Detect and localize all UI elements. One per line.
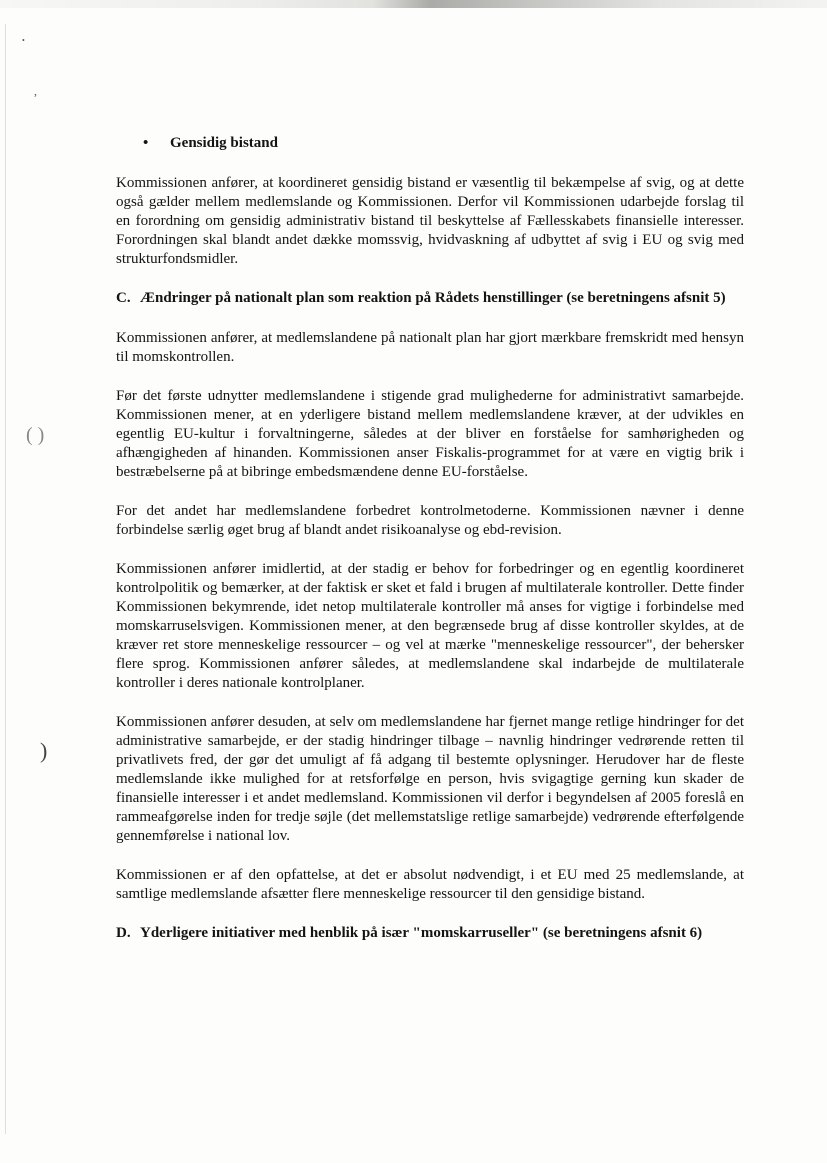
paragraph-c-1: Kommissionen anfører, at medlemslandene på nationalt plan har gjort mærkbare fremskridt med hensyn til momskontrollen. (116, 330, 744, 365)
section-heading-d (116, 924, 744, 943)
bullet-dot: • (143, 135, 149, 151)
section-title-d: Yderligere initiativer med henblik på især "momskarruseller" (se beretningens afsnit 6) (140, 925, 703, 941)
bullet-heading-text: Gensidig bistand (170, 135, 278, 151)
scan-left-edge (5, 24, 6, 1134)
paragraph-gensidig-bistand: Kommissionen anfører, at koordineret gensidig bistand er væsentlig til bekæmpelse af svig, og at dette også gælder mellem medlemslande og Kommissionen. Derfor vil Kommissionen udarbejde forslag til en forordning om gensidig administrativ bistand til beskyttelse af Fællesskabets finansielle interesser. Forordningen skal blandt andet dække momssvig, hvidvaskning af udbyttet af svig i EU og svig med strukturfondsmidler. (116, 175, 744, 267)
paragraph-c-3: For det andet har medlemslandene forbedret kontrolmetoderne. Kommissionen nævner i denne forbindelse særlig øget brug af blandt andet risikoanalyse og ebd-revision. (116, 503, 744, 538)
section-letter-c: C. (116, 290, 131, 306)
document-body (116, 134, 744, 964)
scan-mark-punch-hole: ( ) (26, 424, 45, 446)
scan-mark-dot: • (22, 36, 25, 45)
paragraph-c-2: Før det første udnytter medlemslandene i stigende grad mulighederne for administrativt samarbejde. Kommissionen mener, at en yderligere bistand mellem medlemslandene kræver, at der udvikles en egentlig EU-kultur i forvaltningerne, således at der bliver en forståelse for samhørigheden og afhængigheden af hinanden. Kommissionen anser Fiskalis-programmet for at være en vigtig brik i bestræbelserne på at bibringe embedsmændene denne EU-forståelse. (116, 388, 744, 480)
section-letter-d: D. (116, 925, 131, 941)
paragraph-c-4: Kommissionen anfører imidlertid, at der stadig er behov for forbedringer og en egentlig koordineret kontrolpolitik og bemærker, at der faktisk er sket et fald i brugen af multilaterale kontroller. Dette finder Kommissionen bekymrende, idet netop multilaterale kontroller må anses for vigtige i forbindelse med momskarruselsvigen. Kommissionen mener, at den begrænsede brug af disse kontroller skyldes, at de kræver ret store menneskelige ressourcer – og vel at mærke "menneskelige ressourcer", der behersker flere sprog. Kommissionen anfører således, at medlemslandene skal indarbejde de multilaterale kontroller i deres nationale kontrolplaner. (116, 561, 744, 691)
section-heading-c (116, 289, 744, 308)
scan-top-edge (0, 0, 827, 8)
section-title-c: Ændringer på nationalt plan som reaktion på Rådets henstillinger (se beretningens afsnit 5) (140, 290, 726, 306)
paragraph-c-6: Kommissionen er af den opfattelse, at det er absolut nødvendigt, i et EU med 25 medlemslande, at samtlige medlemslande afsætter flere menneskelige ressourcer til den gensidige bistand. (116, 867, 744, 902)
bullet-heading-gensidig-bistand (116, 134, 744, 153)
scan-mark-bracket: ) (40, 738, 48, 763)
scan-mark-tick: , (34, 84, 37, 98)
paragraph-c-5: Kommissionen anfører desuden, at selv om medlemslandene har fjernet mange retlige hindringer for det administrative samarbejde, er der stadig hindringer tilbage – navnlig hindringer vedrørende retten til privatlivets fred, der gør det umuligt af få adgang til bestemte oplysninger. Herudover har de fleste medlemslande ikke mulighed for at retsforfølge en person, hvis svigagtige gerning kun skader de finansielle interesser i et andet medlemsland. Kommissionen vil derfor i begyndelsen af 2005 foreslå en rammeafgørelse inden for tredje søjle (det mellemstatslige retlige samarbejde) vedrørende efterfølgende gennemførelse i national lov. (116, 714, 744, 844)
